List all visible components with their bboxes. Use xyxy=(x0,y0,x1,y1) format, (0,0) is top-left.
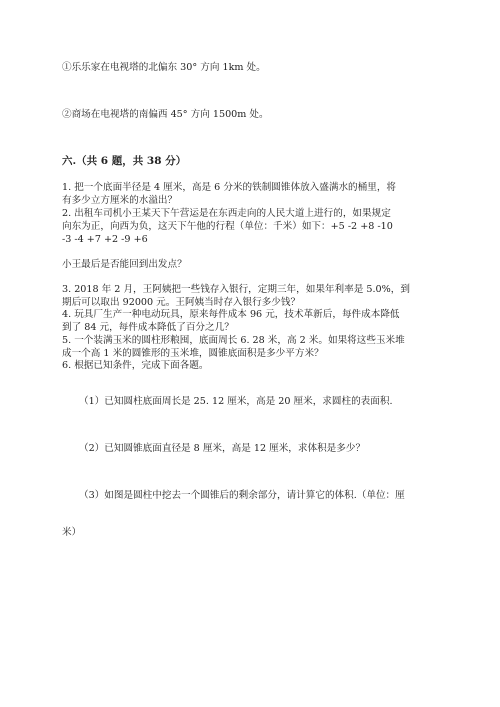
problem-6-sub-2: （2）已知圆锥底面直径是 8 厘米，高是 12 厘米，求体积是多少？ xyxy=(79,443,366,454)
problem-5-line-1: 5. 一个装满玉米的圆柱形粮囤，底面周长 6. 28 米，高 2 米。如果将这些玉米堆 xyxy=(62,335,405,346)
problem-4-line-1: 4. 玩具厂生产一种电动玩具，原来每件成本 96 元，技术革新后，每件成本降低 xyxy=(62,309,400,320)
problem-2-line-1: 2. 出租车司机小王某天下午营运是在东西走向的人民大道上进行的，如果规定 xyxy=(62,208,391,219)
problem-2-question: 小王最后是否能回到出发点？ xyxy=(62,259,187,270)
problem-2-line-2: 向东为正，向西为负，这天下午他的行程（单位：千米）如下：+5 -2 +8 -10 xyxy=(62,221,393,232)
section-6-heading: 六.（共 6 题，共 38 分） xyxy=(62,155,187,167)
part5-item-2: ②商场在电视塔的南偏西 45° 方向 1500m 处。 xyxy=(62,109,269,120)
problem-4-line-2: 到了 84 元，每件成本降低了百分之几？ xyxy=(62,322,234,333)
problem-1-line-1: 1. 把一个底面半径是 4 厘米，高是 6 分米的铁制圆锥体放入盛满水的桶里，将 xyxy=(62,182,397,193)
problem-3-line-2: 期后可以取出 92000 元。王阿姨当时存入银行多少钱？ xyxy=(62,297,301,308)
problem-6-intro: 6. 根据已知条件，完成下面各题。 xyxy=(62,360,209,371)
problem-6-sub-3: （3）如图是圆柱中挖去一个圆锥后的剩余部分，请计算它的体积.（单位：厘 xyxy=(79,490,405,501)
problem-5-line-2: 成一个高 1 米的圆锥形的玉米堆，圆锥底面积是多少平方米？ xyxy=(62,348,324,359)
problem-2-line-3: -3 -4 +7 +2 -9 +6 xyxy=(62,234,148,245)
problem-1-line-2: 有多少立方厘米的水溢出？ xyxy=(62,195,178,206)
problem-6-sub-3-continued: 米） xyxy=(62,527,82,538)
problem-6-sub-1: （1）已知圆柱底面周长是 25. 12 厘米，高是 20 厘米，求圆柱的表面积. xyxy=(79,396,393,407)
problem-3-line-1: 3. 2018 年 2 月，王阿姨把一些钱存入银行，定期三年，如果年利率是 5.0%，到 xyxy=(62,284,410,295)
part5-item-1: ①乐乐家在电视塔的北偏东 30° 方向 1km 处。 xyxy=(62,62,266,73)
